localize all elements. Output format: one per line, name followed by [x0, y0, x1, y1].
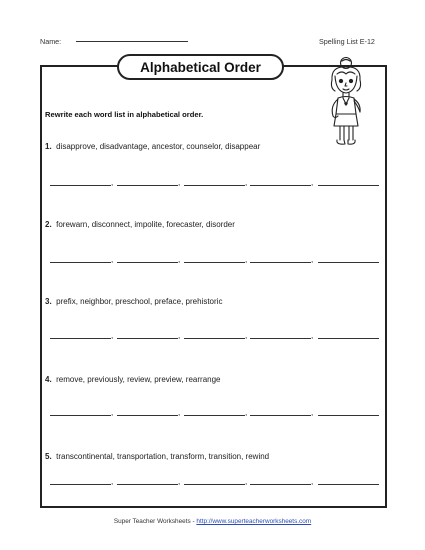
question-4-words: remove, previously, review, preview, rearrange	[56, 375, 221, 384]
comma: ,	[245, 477, 248, 486]
answer-5-5[interactable]	[318, 484, 379, 485]
answer-3-5[interactable]	[318, 338, 379, 339]
question-3-number: 3.	[45, 297, 52, 306]
footer-link[interactable]: http://www.superteacherworksheets.com	[196, 518, 312, 525]
question-3-words: prefix, neighbor, preschool, preface, prehistoric	[56, 297, 223, 306]
answer-1-5[interactable]	[318, 185, 379, 186]
answer-5-4[interactable]	[250, 484, 311, 485]
girl-illustration	[318, 56, 378, 148]
comma: ,	[311, 408, 314, 417]
heart-icon	[344, 102, 348, 106]
question-2	[45, 220, 235, 229]
question-2-number: 2.	[45, 220, 52, 229]
comma: ,	[178, 255, 181, 264]
comma: ,	[178, 178, 181, 187]
question-4-number: 4.	[45, 375, 52, 384]
comma: ,	[111, 408, 114, 417]
answer-5-1[interactable]	[50, 484, 111, 485]
answer-5-2[interactable]	[117, 484, 178, 485]
answer-4-3[interactable]	[184, 415, 245, 416]
answer-1-2[interactable]	[117, 185, 178, 186]
name-label: Name:	[40, 37, 62, 46]
answer-4-4[interactable]	[250, 415, 311, 416]
comma: ,	[311, 331, 314, 340]
comma: ,	[311, 477, 314, 486]
question-5	[45, 452, 269, 461]
answer-3-2[interactable]	[117, 338, 178, 339]
question-4	[45, 375, 221, 384]
answer-4-2[interactable]	[117, 415, 178, 416]
spelling-list-label: Spelling List E-12	[319, 37, 375, 46]
question-1-words: disapprove, disadvantage, ancestor, counselor, disappear	[56, 142, 261, 151]
question-1-number: 1.	[45, 142, 52, 151]
worksheet-title: Alphabetical Order	[117, 54, 284, 80]
question-5-words: transcontinental, transportation, transform, transition, rewind	[56, 452, 270, 461]
comma: ,	[111, 477, 114, 486]
footer	[0, 518, 425, 525]
answer-1-3[interactable]	[184, 185, 245, 186]
comma: ,	[311, 255, 314, 264]
answer-1-4[interactable]	[250, 185, 311, 186]
answer-4-5[interactable]	[318, 415, 379, 416]
answer-3-1[interactable]	[50, 338, 111, 339]
answer-1-1[interactable]	[50, 185, 111, 186]
answer-2-2[interactable]	[117, 262, 178, 263]
footer-separator: -	[192, 518, 195, 525]
answer-5-3[interactable]	[184, 484, 245, 485]
comma: ,	[178, 331, 181, 340]
comma: ,	[245, 331, 248, 340]
footer-brand: Super Teacher Worksheets	[113, 518, 191, 525]
comma: ,	[111, 331, 114, 340]
comma: ,	[245, 408, 248, 417]
comma: ,	[311, 178, 314, 187]
name-field-line[interactable]	[76, 41, 188, 42]
question-1	[45, 142, 260, 151]
answer-2-3[interactable]	[184, 262, 245, 263]
answer-4-1[interactable]	[50, 415, 111, 416]
answer-2-5[interactable]	[318, 262, 379, 263]
comma: ,	[111, 255, 114, 264]
question-3	[45, 297, 222, 306]
instruction-text: Rewrite each word list in alphabetical order.	[45, 110, 204, 119]
comma: ,	[111, 178, 114, 187]
comma: ,	[178, 477, 181, 486]
answer-3-3[interactable]	[184, 338, 245, 339]
answer-3-4[interactable]	[250, 338, 311, 339]
answer-2-4[interactable]	[250, 262, 311, 263]
comma: ,	[245, 255, 248, 264]
comma: ,	[178, 408, 181, 417]
answer-2-1[interactable]	[50, 262, 111, 263]
comma: ,	[245, 178, 248, 187]
question-5-number: 5.	[45, 452, 52, 461]
question-2-words: forewarn, disconnect, impolite, forecaster, disorder	[56, 220, 235, 229]
